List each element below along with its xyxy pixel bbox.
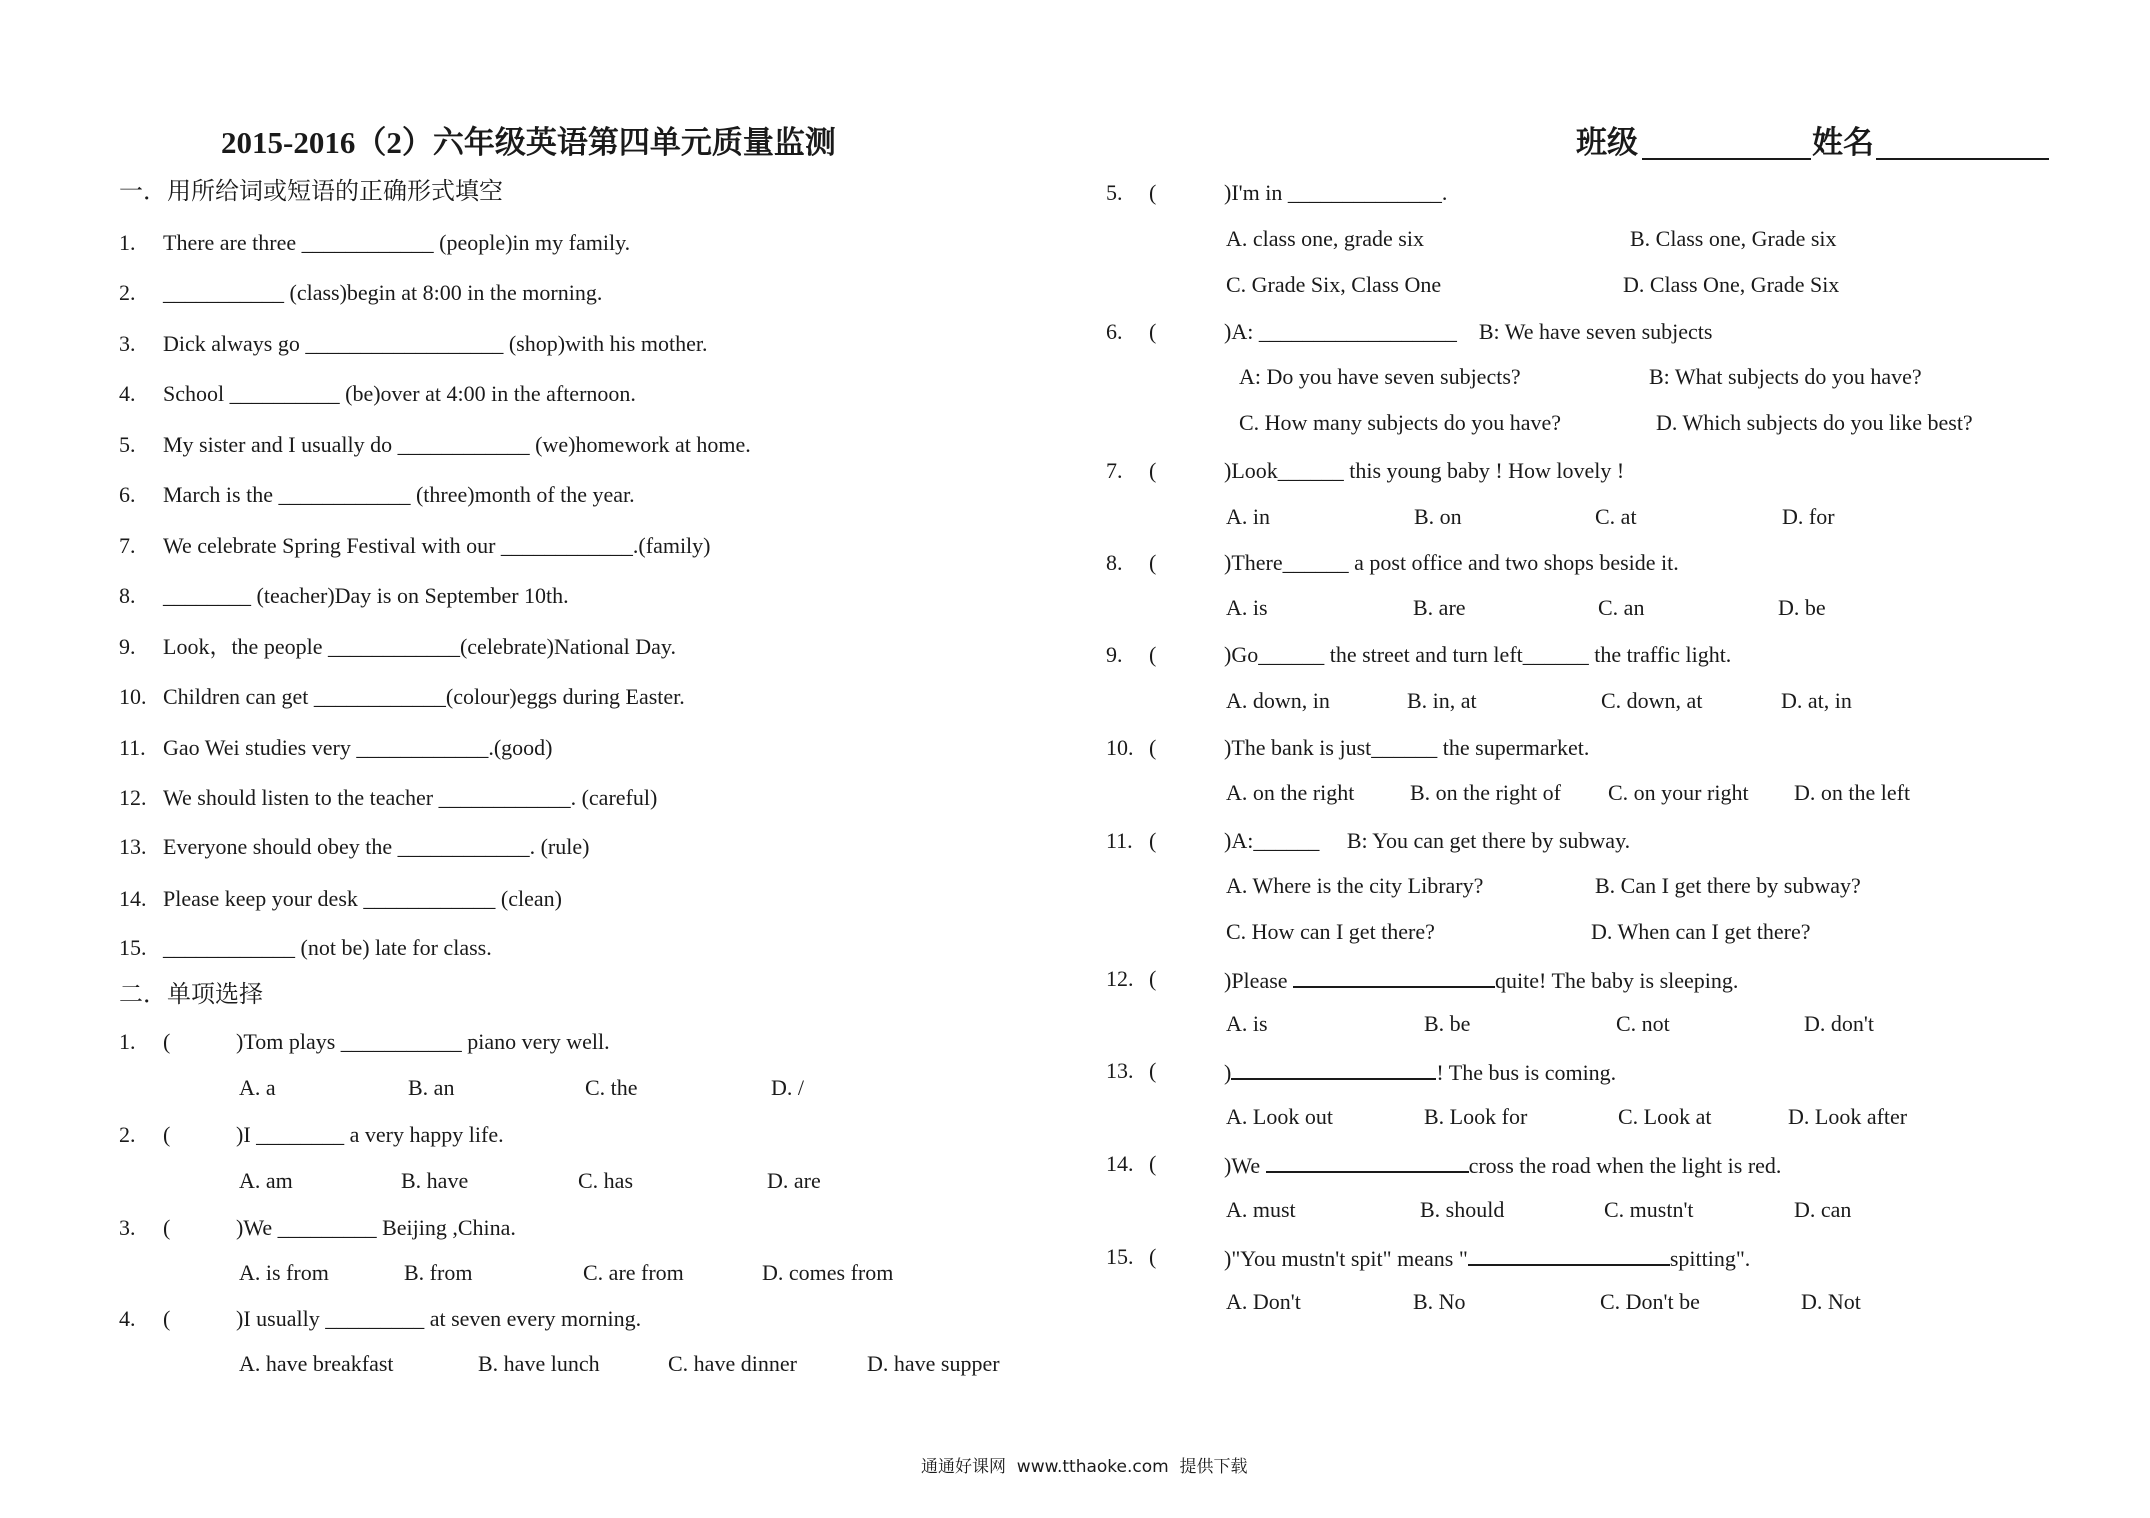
- choice-option[interactable]: D. have supper: [867, 1351, 1000, 1376]
- answer-paren[interactable]: (: [163, 1122, 171, 1147]
- choice-option[interactable]: B. Can I get there by subway?: [1595, 873, 1861, 898]
- fill-question-text: Dick always go __________________ (shop)with his mother.: [163, 331, 708, 356]
- fill-question-text: March is the ____________ (three)month of the year.: [163, 482, 635, 507]
- choice-option[interactable]: C. How can I get there?: [1226, 919, 1435, 944]
- answer-blank[interactable]: [1468, 1246, 1670, 1266]
- question-text-start: ): [1224, 1060, 1232, 1085]
- choice-option[interactable]: D. Which subjects do you like best?: [1656, 410, 1973, 435]
- choice-option[interactable]: C. on your right: [1608, 780, 1749, 805]
- choice-option[interactable]: D. at, in: [1781, 688, 1852, 713]
- choice-option[interactable]: A. on the right: [1226, 780, 1355, 805]
- choice-option[interactable]: D. Not: [1801, 1289, 1861, 1314]
- choice-option[interactable]: A. is from: [239, 1260, 329, 1285]
- answer-paren[interactable]: (: [1149, 319, 1157, 344]
- choice-option[interactable]: B. No: [1413, 1289, 1466, 1314]
- choice-question-number: 11.: [1106, 828, 1133, 853]
- answer-paren[interactable]: (: [1149, 180, 1157, 205]
- answer-paren[interactable]: (: [163, 1306, 171, 1331]
- choice-question-text: )A: __________________ B: We have seven subjects: [1224, 319, 1713, 344]
- choice-question-number: 14.: [1106, 1151, 1134, 1176]
- name-label: 姓名: [1812, 125, 1874, 160]
- fill-question-text: Gao Wei studies very ____________.(good): [163, 735, 553, 760]
- answer-paren[interactable]: (: [1149, 1151, 1157, 1176]
- choice-option[interactable]: B. Look for: [1424, 1104, 1528, 1129]
- choice-option[interactable]: A. Don't: [1226, 1289, 1301, 1314]
- class-blank[interactable]: [1642, 158, 1811, 160]
- fill-question-text: ________ (teacher)Day is on September 10th.: [163, 583, 569, 608]
- page-title: 2015-2016（2）六年级英语第四单元质量监测: [221, 125, 836, 160]
- fill-question-text: Look，the people ____________(celebrate)National Day.: [163, 634, 676, 659]
- choice-option[interactable]: D. When can I get there?: [1591, 919, 1811, 944]
- choice-question-number: 12.: [1106, 966, 1134, 991]
- answer-paren[interactable]: (: [163, 1215, 171, 1240]
- question-text-end: cross the road when the light is red.: [1468, 1153, 1782, 1178]
- choice-option[interactable]: D. are: [767, 1168, 821, 1193]
- fill-question-number: 13.: [119, 834, 147, 859]
- choice-option[interactable]: B. on: [1414, 504, 1462, 529]
- fill-question-text: We should listen to the teacher ____________. (careful): [163, 785, 658, 810]
- fill-question-number: 6.: [119, 482, 136, 507]
- fill-question-text: Please keep your desk ____________ (clean): [163, 886, 562, 911]
- answer-paren[interactable]: (: [1149, 550, 1157, 575]
- fill-question-text: ___________ (class)begin at 8:00 in the morning.: [163, 280, 603, 305]
- fill-question-text: Children can get ____________(colour)eggs during Easter.: [163, 684, 685, 709]
- choice-question-text: [1224, 1246, 1750, 1270]
- choice-option[interactable]: C. the: [585, 1075, 638, 1100]
- answer-paren[interactable]: (: [1149, 966, 1157, 991]
- answer-paren[interactable]: (: [1149, 735, 1157, 760]
- answer-blank[interactable]: [1266, 1153, 1469, 1173]
- choice-option[interactable]: B. in, at: [1407, 688, 1477, 713]
- section-2-heading: 二．单项选择: [119, 982, 263, 1008]
- fill-question-text: Everyone should obey the ____________. (rule): [163, 834, 590, 859]
- choice-option[interactable]: A. Where is the city Library?: [1226, 873, 1484, 898]
- question-text-start: )"You mustn't spit" means ": [1224, 1246, 1468, 1271]
- choice-question-text: [1224, 1060, 1616, 1084]
- fill-question-text: There are three ____________ (people)in my family.: [163, 230, 631, 255]
- choice-question-number: 1.: [119, 1029, 136, 1054]
- choice-option[interactable]: A. down, in: [1226, 688, 1330, 713]
- choice-question-number: 10.: [1106, 735, 1134, 760]
- question-text-end: ! The bus is coming.: [1436, 1060, 1617, 1085]
- choice-option[interactable]: B. have: [401, 1168, 469, 1193]
- fill-question-number: 9.: [119, 634, 136, 659]
- choice-question-text: )There______ a post office and two shops beside it.: [1224, 550, 1679, 575]
- choice-option[interactable]: C. Grade Six, Class One: [1226, 272, 1442, 297]
- fill-question-number: 12.: [119, 785, 147, 810]
- choice-question-number: 6.: [1106, 319, 1123, 344]
- choice-question-number: 8.: [1106, 550, 1123, 575]
- choice-option[interactable]: A. must: [1226, 1197, 1296, 1222]
- choice-option[interactable]: B: What subjects do you have?: [1649, 364, 1922, 389]
- fill-question-number: 8.: [119, 583, 136, 608]
- choice-option[interactable]: D. for: [1782, 504, 1835, 529]
- question-text-start: )Please: [1224, 968, 1294, 993]
- choice-option[interactable]: C. How many subjects do you have?: [1239, 410, 1561, 435]
- name-blank[interactable]: [1876, 158, 2049, 160]
- choice-question-number: 15.: [1106, 1244, 1134, 1269]
- fill-question-text: My sister and I usually do ____________ (we)homework at home.: [163, 432, 751, 457]
- choice-option[interactable]: D. don't: [1804, 1011, 1874, 1036]
- class-label: 班级: [1576, 125, 1638, 160]
- choice-option[interactable]: D. Look after: [1788, 1104, 1908, 1129]
- choice-question-text: [1224, 1153, 1781, 1177]
- choice-question-text: )Look______ this young baby ! How lovely !: [1224, 458, 1625, 483]
- choice-question-number: 3.: [119, 1215, 136, 1240]
- choice-option[interactable]: D. comes from: [762, 1260, 894, 1285]
- answer-blank[interactable]: [1231, 1060, 1436, 1080]
- choice-option[interactable]: C. are from: [583, 1260, 684, 1285]
- answer-paren[interactable]: (: [1149, 458, 1157, 483]
- choice-question-text: [1224, 968, 1738, 992]
- fill-question-text: School __________ (be)over at 4:00 in the afternoon.: [163, 381, 636, 406]
- choice-question-number: 7.: [1106, 458, 1123, 483]
- fill-question-number: 14.: [119, 886, 147, 911]
- choice-option[interactable]: A. a: [239, 1075, 276, 1100]
- choice-question-number: 2.: [119, 1122, 136, 1147]
- answer-paren[interactable]: (: [1149, 642, 1157, 667]
- footer-credit: 通通好课网 www.tthaoke.com 提供下载: [921, 1457, 1248, 1477]
- fill-question-number: 1.: [119, 230, 136, 255]
- choice-option[interactable]: A: Do you have seven subjects?: [1239, 364, 1521, 389]
- choice-option[interactable]: B. Class one, Grade six: [1630, 226, 1837, 251]
- choice-option[interactable]: D. on the left: [1794, 780, 1911, 805]
- question-text-end: quite! The baby is sleeping.: [1495, 968, 1739, 993]
- choice-option[interactable]: A. is: [1226, 1011, 1268, 1036]
- choice-question-text: )I usually _________ at seven every morning.: [236, 1306, 642, 1331]
- choice-question-text: )I'm in ______________.: [1224, 180, 1448, 205]
- choice-option[interactable]: A. am: [239, 1168, 293, 1193]
- choice-option[interactable]: A. in: [1226, 504, 1270, 529]
- answer-blank[interactable]: [1293, 968, 1495, 988]
- choice-option[interactable]: D. Class One, Grade Six: [1623, 272, 1840, 297]
- choice-question-number: 9.: [1106, 642, 1123, 667]
- fill-question-number: 7.: [119, 533, 136, 558]
- answer-paren[interactable]: (: [163, 1029, 171, 1054]
- choice-option[interactable]: C. not: [1616, 1011, 1670, 1036]
- fill-question-text: We celebrate Spring Festival with our ____________.(family): [163, 533, 711, 558]
- choice-option[interactable]: C. mustn't: [1604, 1197, 1694, 1222]
- answer-paren[interactable]: (: [1149, 828, 1157, 853]
- choice-question-number: 13.: [1106, 1058, 1134, 1083]
- choice-option[interactable]: A. have breakfast: [239, 1351, 394, 1376]
- answer-paren[interactable]: (: [1149, 1244, 1157, 1269]
- fill-question-number: 11.: [119, 735, 146, 760]
- choice-question-text: )Go______ the street and turn left______ the traffic light.: [1224, 642, 1732, 667]
- choice-option[interactable]: A. Look out: [1226, 1104, 1333, 1129]
- choice-option[interactable]: D. /: [771, 1075, 804, 1100]
- question-text-start: )We: [1224, 1153, 1266, 1178]
- choice-option[interactable]: D. can: [1794, 1197, 1852, 1222]
- question-text-end: spitting".: [1669, 1246, 1751, 1271]
- choice-question-number: 4.: [119, 1306, 136, 1331]
- fill-question-text: ____________ (not be) late for class.: [163, 935, 492, 960]
- choice-option[interactable]: B. an: [408, 1075, 455, 1100]
- section-1-heading: 一．用所给词或短语的正确形式填空: [119, 179, 503, 205]
- fill-question-number: 3.: [119, 331, 136, 356]
- choice-option[interactable]: C. have dinner: [668, 1351, 797, 1376]
- choice-question-text: )I ________ a very happy life.: [236, 1122, 504, 1147]
- choice-option[interactable]: B. have lunch: [478, 1351, 600, 1376]
- choice-option[interactable]: A. is: [1226, 595, 1268, 620]
- choice-question-text: )The bank is just______ the supermarket.: [1224, 735, 1590, 760]
- choice-question-text: )A:______ B: You can get there by subway.: [1224, 828, 1631, 853]
- choice-option[interactable]: C. has: [578, 1168, 633, 1193]
- choice-option[interactable]: B. on the right of: [1410, 780, 1561, 805]
- choice-option[interactable]: C. at: [1595, 504, 1637, 529]
- choice-option[interactable]: D. be: [1778, 595, 1826, 620]
- choice-option[interactable]: B. from: [404, 1260, 473, 1285]
- choice-option[interactable]: B. are: [1413, 595, 1466, 620]
- answer-paren[interactable]: (: [1149, 1058, 1157, 1083]
- fill-question-number: 15.: [119, 935, 147, 960]
- choice-option[interactable]: B. should: [1420, 1197, 1505, 1222]
- choice-option[interactable]: C. down, at: [1601, 688, 1703, 713]
- choice-option[interactable]: C. Look at: [1618, 1104, 1712, 1129]
- fill-question-number: 2.: [119, 280, 136, 305]
- choice-question-text: )Tom plays ___________ piano very well.: [236, 1029, 610, 1054]
- choice-option[interactable]: A. class one, grade six: [1226, 226, 1424, 251]
- fill-question-number: 5.: [119, 432, 136, 457]
- choice-option[interactable]: B. be: [1424, 1011, 1471, 1036]
- choice-option[interactable]: C. Don't be: [1600, 1289, 1700, 1314]
- fill-question-number: 4.: [119, 381, 136, 406]
- choice-option[interactable]: C. an: [1598, 595, 1645, 620]
- choice-question-number: 5.: [1106, 180, 1123, 205]
- choice-question-text: )We _________ Beijing ,China.: [236, 1215, 516, 1240]
- fill-question-number: 10.: [119, 684, 147, 709]
